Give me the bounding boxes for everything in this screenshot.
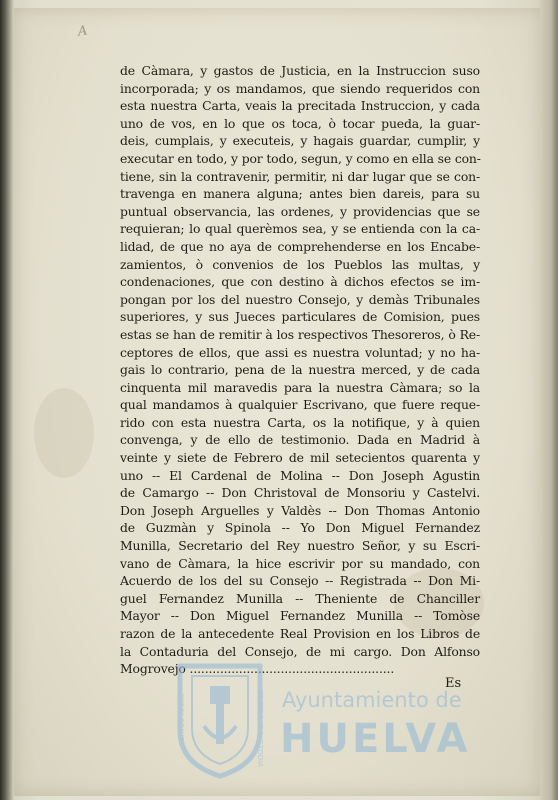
catchword: Es [445, 676, 462, 691]
text-line: Don Joseph Arguelles y Valdès -- Don Thomas Antonio [120, 502, 480, 518]
text-line: travenga en manera alguna; antes bien dareis, para su [120, 186, 480, 202]
text-line: de Càmara, y gastos de Justicia, en la Instruccion suso [120, 63, 480, 78]
text-line: gais lo contrario, pena de la nuestra merced, y de cada [120, 362, 480, 378]
text-line: requieran; lo qual querèmos sea, y se entienda con la ca- [120, 221, 480, 237]
text-line: deis, cumplais, y executeis, y hagais guardar, cumplir, y [120, 133, 480, 149]
text-line: condenaciones, que con destino à dichos efectos se im- [120, 274, 480, 290]
text-line: esta nuestra Carta, veais la precitada Instruccion, y cada [120, 98, 480, 114]
text-line: ceptores de ellos, que assi es nuestra voluntad; y no ha- [120, 344, 480, 360]
text-line: de Guzmàn y Spinola -- Yo Don Miguel Fernandez [120, 520, 480, 536]
text-line: Mayor -- Don Miguel Fernandez Munilla -- Tomòse [120, 608, 480, 624]
text-line: veinte y siete de Febrero de mil setecientos quarenta y [120, 450, 480, 466]
paper-stain [34, 388, 94, 478]
text-line: incorporada; y os mandamos, que siendo requeridos con [120, 80, 480, 96]
text-line: zamientos, ò convenios de los Pueblos las multas, y [120, 256, 480, 272]
text-line: qual mandamos à qualquier Escrivano, que fuere reque- [120, 397, 480, 413]
text-line: tiene, sin la contravenir, permitir, ni dar lugar que se con- [120, 168, 480, 184]
coat-of-arms-icon [170, 660, 270, 780]
text-line: la Contaduria del Consejo, de mi cargo. Don Alfonso [120, 643, 480, 659]
document-body-text [120, 62, 480, 678]
seal-motto-right: ET TERRAE CUSTODIA [256, 690, 264, 767]
text-line: cinquenta mil maravedis para la nuestra Càmara; so la [120, 379, 480, 395]
text-line: uno -- El Cardenal de Molina -- Don Joseph Agustin [120, 467, 480, 483]
text-line: puntual observancia, las ordenes, y providencias que se [120, 203, 480, 219]
text-line: estas se han de remitir à los respectivos Thesoreros, ò Re- [120, 326, 480, 342]
text-line: Munilla, Secretario del Rey nuestro Señor, y su Escri- [120, 538, 480, 554]
margin-pencil-note: A [77, 23, 89, 40]
text-line: executar en todo, y por todo, segun, y como en ella se con- [120, 150, 481, 166]
text-line: Acuerdo de los del su Consejo -- Registrada -- Don Mi- [120, 573, 480, 589]
page-edge [540, 0, 558, 800]
text-line: lidad, de que no aya de comprehenderse en los Encabe- [120, 238, 480, 254]
text-line: superiores, y sus Jueces particulares de Comision, pues [120, 309, 480, 325]
text-line: razon de la antecedente Real Provision en los Libros de [120, 626, 480, 641]
text-line: de Camargo -- Don Christoval de Monsoriu y Castelvi. [120, 485, 480, 501]
text-line: rido con esta nuestra Carta, os la notifique, y à quien [120, 414, 480, 430]
archive-watermark [170, 660, 490, 780]
text-line: pongan por los del nuestro Consejo, y demàs Tribunales [120, 291, 480, 307]
text-line: vano de Càmara, la hice escrivir por su mandado, con [120, 555, 480, 571]
text-line: uno de vos, en lo que os toca, ò tocar pueda, la guar- [120, 115, 480, 131]
text-line: Mogrovejo ...................................................... [120, 661, 395, 677]
text-line: guel Fernandez Munilla -- Theniente de Chanciller [120, 590, 480, 606]
text-line: convenga, y de ello de testimonio. Dada en Madrid à [120, 432, 480, 448]
seal-motto-left: PORTUS MARIS [178, 693, 186, 746]
watermark-line-2: HUELVA [280, 716, 471, 762]
watermark-line-1: Ayuntamiento de [282, 688, 462, 712]
